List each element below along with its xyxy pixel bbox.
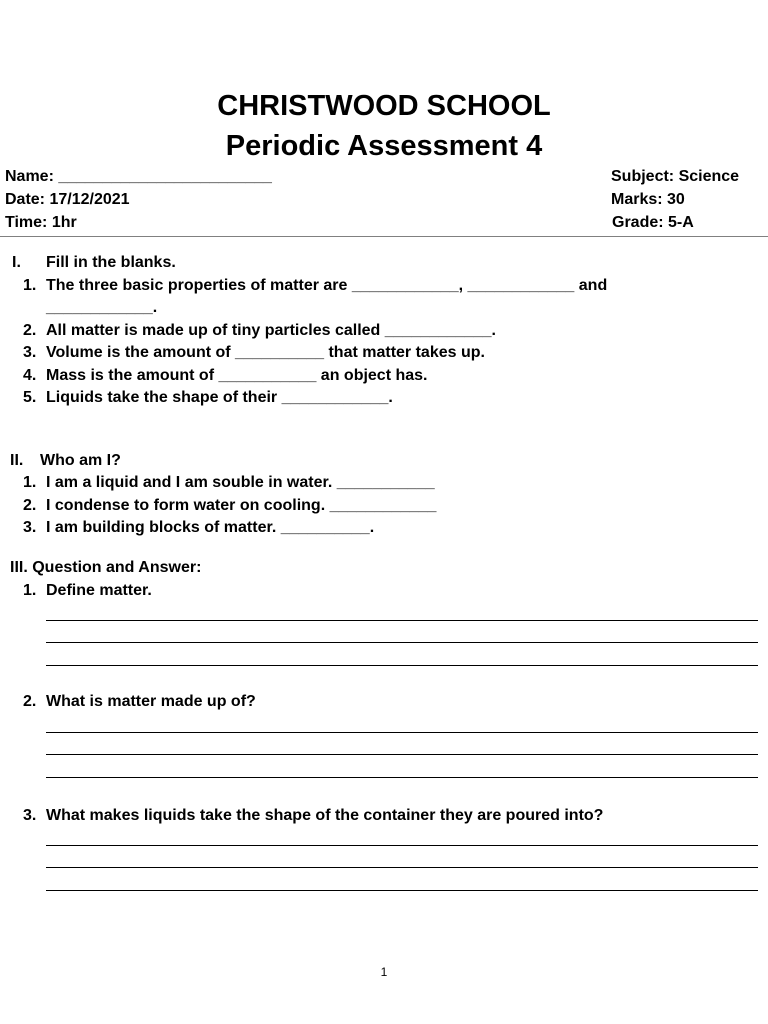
- answer-line: [46, 754, 758, 755]
- question-text: I am building blocks of matter. __________.: [46, 519, 375, 536]
- answer-line: [46, 867, 758, 868]
- answer-line: [46, 642, 758, 643]
- section-1-numeral: I.: [12, 254, 21, 271]
- page-number: 1: [380, 965, 388, 979]
- answer-line: [46, 845, 758, 846]
- question-text: I am a liquid and I am souble in water. ___________: [46, 474, 435, 491]
- question-number: 3.: [23, 519, 37, 536]
- question-text: What is matter made up of?: [46, 693, 256, 710]
- question-number: 2.: [23, 497, 37, 514]
- question-number: 2.: [23, 322, 37, 339]
- question-number: 1.: [23, 474, 37, 491]
- question-text: All matter is made up of tiny particles called ____________.: [46, 322, 496, 339]
- date-field: Date: 17/12/2021: [5, 191, 130, 208]
- answer-line: [46, 620, 758, 621]
- question-text-continued: ____________.: [46, 299, 158, 316]
- answer-line: [46, 665, 758, 666]
- question-number: 5.: [23, 389, 37, 406]
- question-number: 3.: [23, 344, 37, 361]
- section-3-title: III. Question and Answer:: [10, 559, 202, 576]
- time-field: Time: 1hr: [5, 214, 77, 231]
- subject-field: Subject: Science: [611, 168, 740, 185]
- question-text: The three basic properties of matter are ____________, ____________ and: [46, 277, 608, 294]
- answer-line: [46, 732, 758, 733]
- question-text: Mass is the amount of ___________ an object has.: [46, 367, 428, 384]
- question-text: Define matter.: [46, 582, 152, 599]
- name-field: Name: ________________________: [5, 168, 272, 185]
- grade-field: Grade: 5-A: [612, 214, 694, 231]
- answer-line: [46, 777, 758, 778]
- question-number: 1.: [23, 582, 37, 599]
- question-number: 2.: [23, 693, 37, 710]
- question-number: 1.: [23, 277, 37, 294]
- question-text: Liquids take the shape of their ____________.: [46, 389, 393, 406]
- header-divider: [0, 236, 768, 237]
- question-number: 3.: [23, 807, 37, 824]
- question-text: I condense to form water on cooling. ____________: [46, 497, 437, 514]
- section-1-title: Fill in the blanks.: [46, 254, 176, 271]
- section-2-numeral: II.: [10, 452, 24, 469]
- question-text: What makes liquids take the shape of the container they are poured into?: [46, 807, 604, 824]
- marks-field: Marks: 30: [611, 191, 685, 208]
- section-2-title: Who am I?: [40, 452, 121, 469]
- question-number: 4.: [23, 367, 37, 384]
- answer-line: [46, 890, 758, 891]
- school-name: CHRISTWOOD SCHOOL: [217, 90, 551, 122]
- question-text: Volume is the amount of __________ that matter takes up.: [46, 344, 485, 361]
- assessment-title: Periodic Assessment 4: [225, 130, 543, 162]
